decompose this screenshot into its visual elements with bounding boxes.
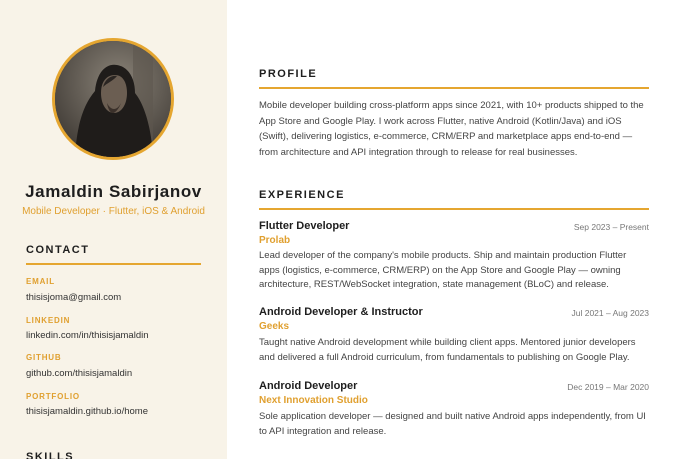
candidate-name: Jamaldin Sabirjanov <box>25 182 202 201</box>
experience-heading: EXPERIENCE <box>259 189 649 210</box>
avatar <box>52 38 174 160</box>
job-title: Android Developer & Instructor <box>259 306 423 318</box>
job-description: Lead developer of the company's mobile products. Ship and maintain production Flutter apps (logistics, e-commerce, CRM/ERP) on the App Store and Google Play — owning architecture, REST/WebSocket integration, state management (BLoC) and release. <box>259 250 627 290</box>
sidebar <box>0 0 227 459</box>
skills-heading: SKILLS <box>26 451 75 459</box>
job-dates: Jul 2021 – Aug 2023 <box>571 308 649 318</box>
job-dates: Sep 2023 – Present <box>573 222 649 232</box>
job-company: Prolab <box>259 235 291 246</box>
job-title: Flutter Developer <box>259 220 350 232</box>
linkedin-label: LINKEDIN <box>26 316 71 325</box>
email-label: EMAIL <box>26 277 55 286</box>
github-link[interactable]: github.com/thisisjamaldin <box>26 368 133 379</box>
job-description: Taught native Android development while building client apps. Mentored junior developers and delivered a full Android curriculum, from fundamentals to publishing on Google Play. <box>259 337 636 363</box>
profile-heading: PROFILE <box>259 68 649 89</box>
job-description: Sole application developer — designed and built native Android apps independently, from UI to API integration and release. <box>259 411 646 437</box>
portfolio-link[interactable]: thisisjamaldin.github.io/home <box>26 406 148 417</box>
portfolio-label: PORTFOLIO <box>26 392 80 401</box>
contact-heading: CONTACT <box>26 244 201 265</box>
job-company: Geeks <box>259 321 290 332</box>
profile-photo <box>55 41 171 157</box>
job-dates: Dec 2019 – Mar 2020 <box>567 382 649 392</box>
email-link[interactable]: thisisjoma@gmail.com <box>26 292 122 303</box>
candidate-role: Mobile Developer · Flutter, iOS & Android <box>22 206 205 217</box>
linkedin-link[interactable]: linkedin.com/in/thisisjamaldin <box>26 330 149 341</box>
job-title: Android Developer <box>259 380 358 392</box>
profile-summary: Mobile developer building cross-platform apps since 2021, with 10+ products shipped to the App Store and Google Play. I work across Flutter, native Android (Kotlin/Java) and iOS (Swift), delivering logistics, e-commerce, CRM/ERP and marketplace apps end-to-end — from architecture and API integration through to release for real businesses. <box>259 100 644 158</box>
job-company: Next Innovation Studio <box>259 395 368 406</box>
github-label: GITHUB <box>26 353 62 362</box>
